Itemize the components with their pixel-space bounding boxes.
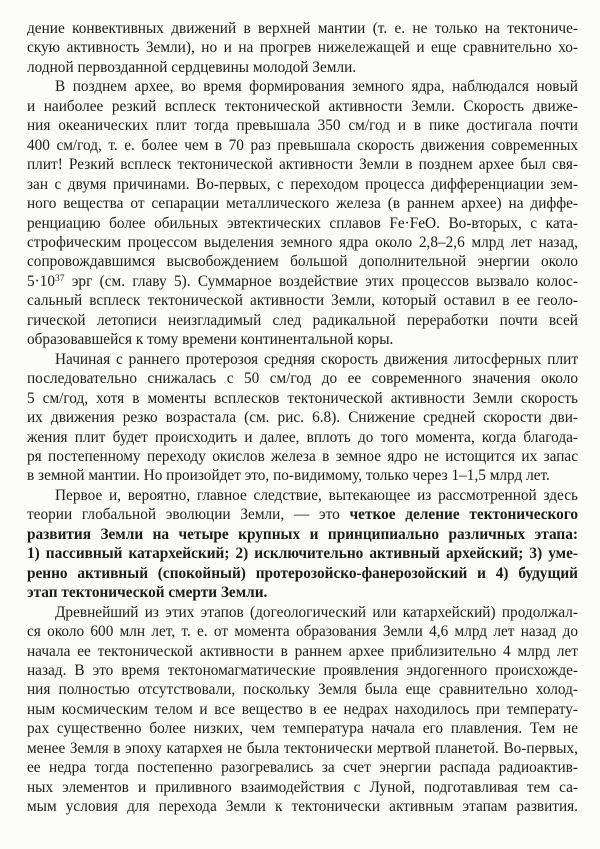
text-line [27, 38, 578, 57]
body-text: В позднем архее, во время формирования земного ядра, наблюдался новый [55, 78, 578, 96]
body-text: ния полностью отсутствовали, поскольку Земля была еще сравнительно холод- [27, 681, 578, 699]
body-text: дение конвективных движений в верхней мантии (т. е. не только на тектониче- [27, 20, 578, 37]
text-line [27, 466, 578, 485]
body-text: Древнейший из этих этапов (догеологический или катархейский) продолжал- [55, 603, 578, 621]
body-text: 400 см/год, т. е. более чем в 70 раз превышала скорость движения современных [27, 136, 578, 154]
text-line [27, 505, 578, 524]
text-line [27, 389, 578, 408]
text-line [27, 252, 578, 271]
text-line [27, 233, 578, 252]
text-line [27, 194, 578, 213]
text-line [27, 369, 578, 388]
bold-text: развития Земли на четыре крупных и принципиально различных этапа: [27, 525, 578, 543]
body-text: 5 см/год, хотя в моменты всплесков тектонической активности Земли скорость [27, 389, 578, 407]
superscript-text: 37 [55, 273, 65, 284]
text-line [27, 486, 578, 505]
text-line [27, 680, 578, 699]
body-text: зан с двумя причинами. Во-первых, с переходом процесса дифференциации зем- [27, 175, 578, 193]
text-line [27, 155, 578, 174]
text-line [27, 408, 578, 427]
text-line [27, 797, 578, 816]
body-text: 5·10 [27, 272, 56, 290]
text-line [27, 583, 578, 602]
body-text: их движения резко возрастала (см. рис. 6.8). Снижение средней скорости дви- [27, 409, 578, 427]
text-line [27, 525, 578, 544]
body-text: ее недра тогда постепенно разогревались за счет энергии распада радиоактив- [27, 759, 578, 777]
body-text: назад. В это время тектономагматические проявления эндогенного происхожде- [27, 661, 578, 679]
body-text: сальный всплеск тектонической активности Земли, который оставил в ее геоло- [27, 292, 578, 310]
text-line [27, 77, 578, 96]
text-line [27, 758, 578, 777]
body-text: ния океанических плит тогда превышала 350 см/год и в пике достигала почти [27, 117, 578, 135]
body-text: в земной мантии. Но произойдет это, по-видимому, только через 1–1,5 млрд лет. [27, 467, 550, 485]
text-line [27, 603, 578, 622]
body-text: ного вещества от сепарации металлического железа (в раннем архее) на диффе- [27, 195, 578, 213]
body-text: ных элементов и приливного взаимодействия с Луной, подготавливая тем са- [27, 778, 578, 796]
body-text: сопровождавшимся высвобождением большой дополнительной энергии около [27, 253, 578, 271]
text-line [27, 778, 578, 797]
body-text: теории глобальной эволюции Земли, — это [27, 506, 350, 524]
text-line [27, 428, 578, 447]
text-line [27, 739, 578, 758]
body-text: ным космическим телом и все вещество в ее недрах находилось при температу- [27, 700, 578, 718]
text-line [27, 19, 578, 38]
paragraph [27, 486, 578, 603]
body-text: жения плит будет происходить и далее, вплоть до того момента, когда благода- [27, 428, 578, 446]
body-text: рах существенно более низких, чем температура начала его плавления. Тем не [27, 720, 578, 738]
body-text: лодной первозданной сердцевины молодой Земли. [27, 58, 357, 76]
text-line [27, 719, 578, 738]
text-line [27, 116, 578, 135]
text-block [27, 19, 578, 817]
text-line [27, 544, 578, 563]
paragraph [27, 603, 578, 817]
text-line [27, 661, 578, 680]
bold-text: 1) пассивный катархейский; 2) исключительно активный архейский; 3) уме- [27, 545, 578, 563]
body-text: начала ее тектонической активности в раннем архее приблизительно 4 млрд лет [27, 642, 578, 660]
text-line [27, 622, 578, 641]
text-line [27, 642, 578, 661]
body-text: скую активность Земли), но и на прогрев нижележащей и еще сравнительно хо- [27, 39, 578, 57]
text-line [27, 97, 578, 116]
body-text: менее Земля в эпоху катархея не была тектонически мертвой планетой. Во-первых, [27, 739, 578, 757]
text-line [27, 136, 578, 155]
bold-text: четкое деление тектонического [349, 506, 578, 524]
body-text: Начиная с раннего протерозоя средняя скорость движения литосферных плит [55, 350, 578, 368]
body-text: строфическим процессом выделения земного ядра около 2,8–2,6 млрд лет назад, [27, 233, 578, 251]
text-line [27, 291, 578, 310]
text-line [27, 214, 578, 233]
body-text: Первое и, вероятно, главное следствие, вытекающее из рассмотренной здесь [55, 486, 578, 504]
text-line [27, 330, 578, 349]
paragraph [27, 77, 578, 349]
bold-text: ренно активный (спокойный) протерозойско-фанерозойский и 4) будущий [27, 564, 578, 582]
text-line [27, 350, 578, 369]
paragraph [27, 350, 578, 486]
text-line [27, 700, 578, 719]
text-line [27, 272, 578, 291]
bold-text: этап тектонической смерти Земли. [27, 584, 268, 602]
body-text: образовавшейся к тому времени континентальной коры. [27, 331, 394, 349]
text-line [27, 58, 578, 77]
text-line [27, 447, 578, 466]
body-text: мым условия для перехода Земли к тектонически активным этапам развития. [27, 798, 578, 816]
body-text: гической летописи неизгладимый след радикальной переработки почти всей [27, 311, 578, 329]
body-text: последовательно снижалась с 50 см/год до ее современного значения около [27, 370, 578, 388]
paragraph [27, 19, 578, 77]
body-text: ся около 600 млн лет, т. е. от момента образования Земли 4,6 млрд лет назад до [27, 623, 578, 641]
body-text: эрг (см. главу 5). Суммарное воздействие этих процессов вызвало колос- [64, 272, 578, 290]
body-text: плит! Резкий всплеск тектонической активности Земли в позднем архее был свя- [27, 156, 578, 174]
body-text: ренциацию более обильных эвтектических сплавов Fe·FeO. Во-вторых, с ката- [27, 214, 578, 232]
text-line [27, 311, 578, 330]
body-text: ря постепенному переходу окислов железа в земное ядро не истощится их запас [27, 447, 578, 465]
body-text: и наиболее резкий всплеск тектонической активности Земли. Скорость движе- [27, 97, 578, 115]
text-line [27, 175, 578, 194]
text-line [27, 564, 578, 583]
